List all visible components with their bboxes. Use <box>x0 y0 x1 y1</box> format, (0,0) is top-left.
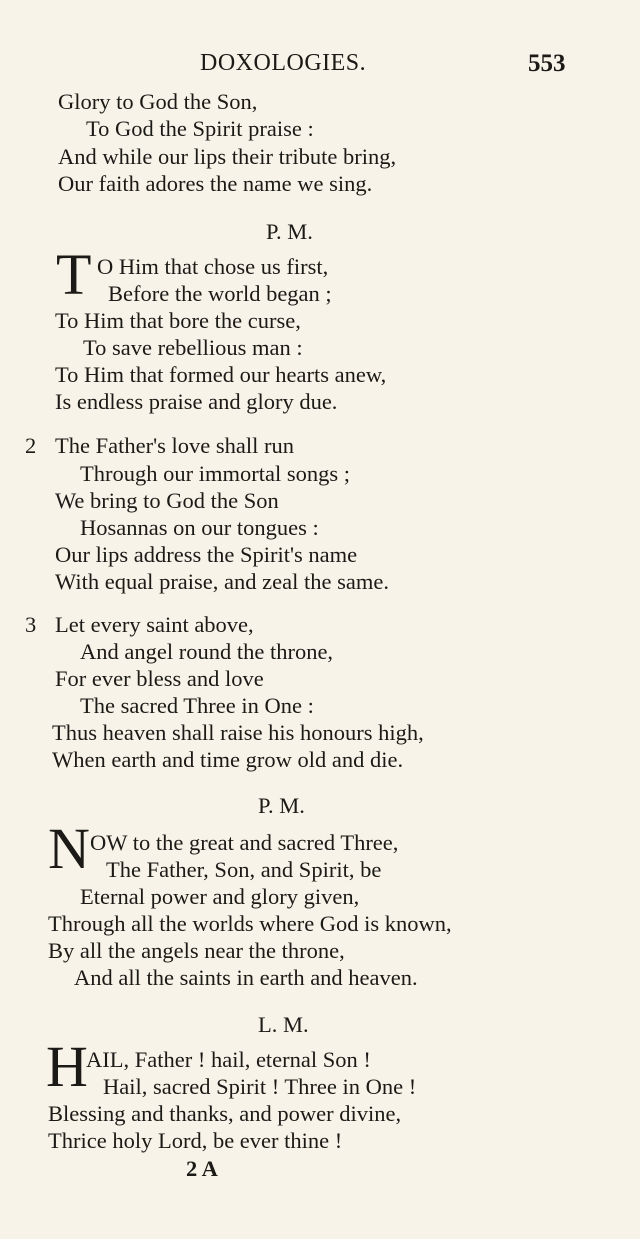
verse-line: AIL, Father ! hail, eternal Son ! <box>86 1047 371 1072</box>
verse-line: Our lips address the Spirit's name <box>55 542 358 567</box>
verse-line: Glory to God the Son, <box>58 89 258 114</box>
verse-number: 3 <box>25 612 37 637</box>
drop-cap: H <box>46 1034 88 1099</box>
drop-cap: N <box>48 816 90 881</box>
verse-line: OW to the great and sacred Three, <box>90 830 399 855</box>
meter-heading: P. M. <box>266 219 313 244</box>
verse-line: And all the saints in earth and heaven. <box>74 965 418 990</box>
verse-line: To Him that bore the curse, <box>55 308 301 333</box>
section-title: DOXOLOGIES. <box>200 50 367 76</box>
verse-line: Is endless praise and glory due. <box>55 389 338 414</box>
meter-heading: P. M. <box>258 793 305 818</box>
verse-line: To save rebellious man : <box>83 335 303 360</box>
verse-line: Eternal power and glory given, <box>80 884 360 909</box>
verse-line: The sacred Three in One : <box>80 693 314 718</box>
verse-line: Thus heaven shall raise his honours high, <box>52 720 424 745</box>
verse-line: To Him that formed our hearts anew, <box>55 362 387 387</box>
verse-line: The Father's love shall run <box>55 433 294 458</box>
verse-line: By all the angels near the throne, <box>48 938 345 963</box>
verse-line: Thrice holy Lord, be ever thine ! <box>48 1128 343 1153</box>
meter-heading: L. M. <box>258 1012 309 1037</box>
verse-line: To God the Spirit praise : <box>86 116 314 141</box>
verse-line: Hail, sacred Spirit ! Three in One ! <box>103 1074 417 1099</box>
verse-line: The Father, Son, and Spirit, be <box>106 857 382 882</box>
verse-line: For ever bless and love <box>55 666 264 691</box>
verse-line: Let every saint above, <box>55 612 254 637</box>
signature-mark: 2 A <box>186 1156 218 1181</box>
verse-line: Through our immortal songs ; <box>80 461 350 486</box>
verse-line: With equal praise, and zeal the same. <box>55 569 389 594</box>
page-number: 553 <box>528 50 566 77</box>
verse-line: Our faith adores the name we sing. <box>58 171 373 196</box>
running-header <box>0 50 640 82</box>
drop-cap: T <box>56 242 92 307</box>
verse-line: Before the world began ; <box>108 281 332 306</box>
verse-number: 2 <box>25 433 37 458</box>
verse-line: Hosannas on our tongues : <box>80 515 319 540</box>
verse-line: O Him that chose us first, <box>97 254 329 279</box>
verse-line: Blessing and thanks, and power divine, <box>48 1101 402 1126</box>
verse-line: When earth and time grow old and die. <box>52 747 404 772</box>
verse-line: We bring to God the Son <box>55 488 279 513</box>
verse-line: And while our lips their tribute bring, <box>58 144 397 169</box>
verse-line: Through all the worlds where God is known, <box>48 911 452 936</box>
verse-line: And angel round the throne, <box>80 639 334 664</box>
